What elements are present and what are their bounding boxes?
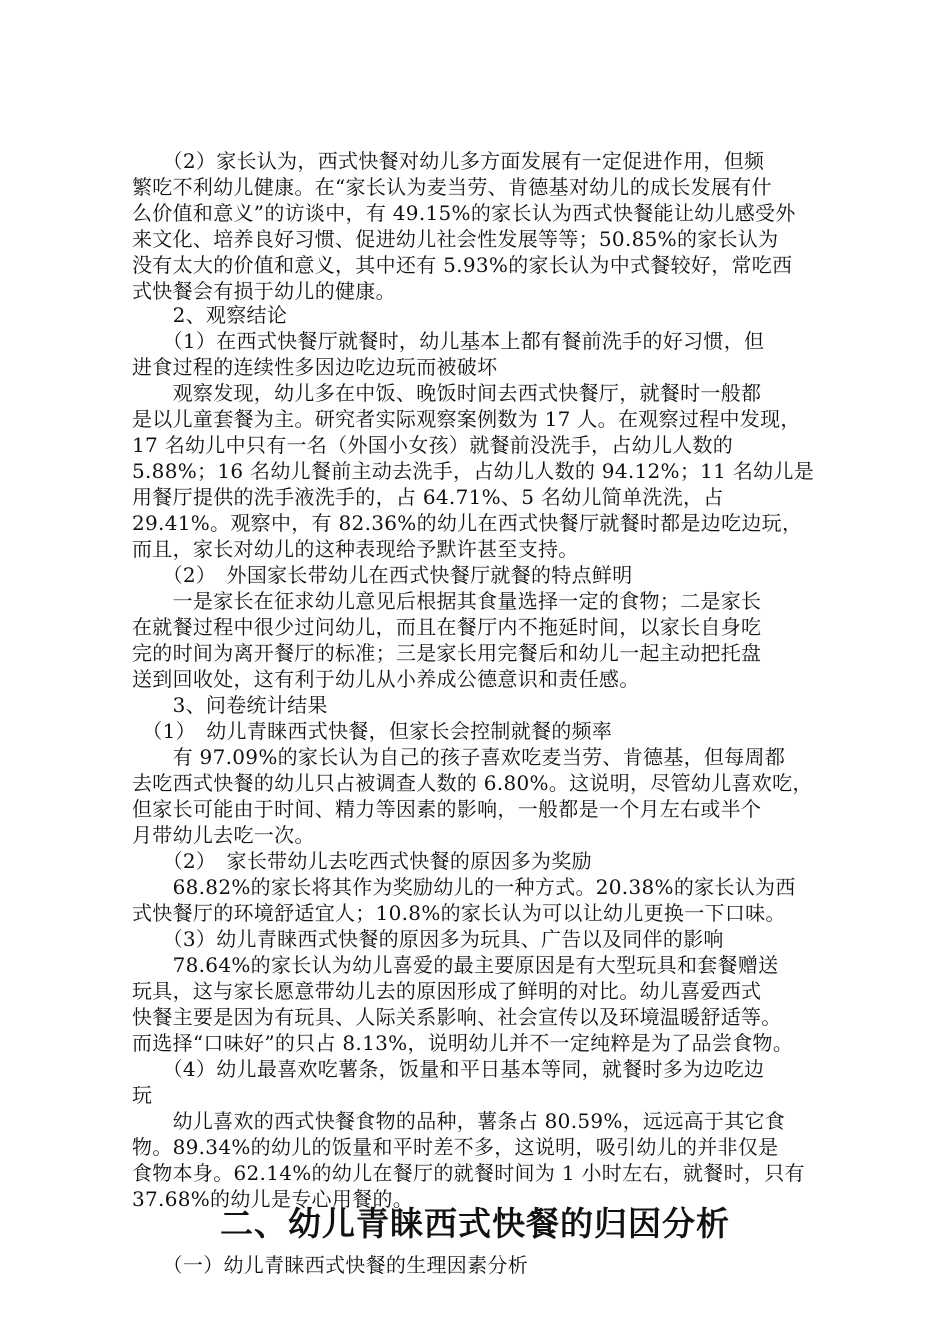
paragraph-line: 观察发现，幼儿多在中饭、晚饭时间去西式快餐厅，就餐时一般都 — [132, 381, 762, 405]
subsection-heading: （一）幼儿青睐西式快餐的生理因素分析 — [132, 1253, 528, 1277]
paragraph-line: 而选择“口味好”的只占 8.13%，说明幼儿并不一定纯粹是为了品尝食物。 — [132, 1031, 794, 1055]
chapter-title: 二、幼儿青睐西式快餐的归因分析 — [220, 1204, 730, 1243]
subsection-heading: （2） 家长带幼儿去吃西式快餐的原因多为奖励 — [132, 849, 592, 873]
paragraph-line: 式快餐会有损于幼儿的健康。 — [132, 279, 396, 303]
paragraph-line: 月带幼儿去吃一次。 — [132, 823, 315, 847]
subsection-heading: （4）幼儿最喜欢吃薯条，饭量和平日基本等同，就餐时多为边吃边 — [132, 1057, 765, 1081]
subsection-heading: 进食过程的连续性多因边吃边玩而被破坏 — [132, 355, 498, 379]
paragraph-line: 一是家长在征求幼儿意见后根据其食量选择一定的食物；二是家长 — [132, 589, 762, 613]
paragraph-line: 68.82%的家长将其作为奖励幼儿的一种方式。20.38%的家长认为西 — [132, 875, 796, 899]
paragraph-line: 而且，家长对幼儿的这种表现给予默许甚至支持。 — [132, 537, 579, 561]
subsection-heading: （1） 幼儿青睐西式快餐，但家长会控制就餐的频率 — [132, 719, 613, 743]
paragraph-line: 完的时间为离开餐厅的标准；三是家长用完餐后和幼儿一起主动把托盘 — [132, 641, 762, 665]
paragraph-line: 用餐厅提供的洗手液洗手的，占 64.71%、5 名幼儿简单洗洗，占 — [132, 485, 724, 509]
paragraph-line: 5.88%；16 名幼儿餐前主动去洗手，占幼儿人数的 94.12%；11 名幼儿是 — [132, 459, 815, 483]
subsection-heading: （2） 外国家长带幼儿在西式快餐厅就餐的特点鲜明 — [132, 563, 633, 587]
paragraph-line: 送到回收处，这有利于幼儿从小养成公德意识和责任感。 — [132, 667, 640, 691]
paragraph-line: 是以儿童套餐为主。研究者实际观察案例数为 17 人。在观察过程中发现， — [132, 407, 801, 431]
paragraph-line: 繁吃不利幼儿健康。在“家长认为麦当劳、肯德基对幼儿的成长发展有什 — [132, 175, 772, 199]
paragraph-line: 去吃西式快餐的幼儿只占被调查人数的 6.80%。这说明，尽管幼儿喜欢吃， — [132, 771, 813, 795]
paragraph-line: 来文化、培养良好习惯、促进幼儿社会性发展等等；50.85%的家长认为 — [132, 227, 779, 251]
paragraph-line: 快餐主要是因为有玩具、人际关系影响、社会宣传以及环境温暖舒适等。 — [132, 1005, 782, 1029]
paragraph-line: 幼儿喜欢的西式快餐食物的品种，薯条占 80.59%，远远高于其它食 — [132, 1109, 786, 1133]
paragraph-line: 物。89.34%的幼儿的饭量和平时差不多，这说明，吸引幼儿的并非仅是 — [132, 1135, 779, 1159]
paragraph-line: 17 名幼儿中只有一名（外国小女孩）就餐前没洗手，占幼儿人数的 — [132, 433, 734, 457]
paragraph-line: 29.41%。观察中，有 82.36%的幼儿在西式快餐厅就餐时都是边吃边玩， — [132, 511, 803, 535]
paragraph-line: 食物本身。62.14%的幼儿在餐厅的就餐时间为 1 小时左右，就餐时，只有 — [132, 1161, 805, 1185]
paragraph-line: 玩具，这与家长愿意带幼儿去的原因形成了鲜明的对比。幼儿喜爱西式 — [132, 979, 762, 1003]
section-heading: 3、问卷统计结果 — [132, 693, 328, 717]
paragraph-line: 式快餐厅的环境舒适宜人；10.8%的家长认为可以让幼儿更换一下口味。 — [132, 901, 786, 925]
paragraph-line: 78.64%的家长认为幼儿喜爱的最主要原因是有大型玩具和套餐赠送 — [132, 953, 779, 977]
subsection-heading: （1）在西式快餐厅就餐时，幼儿基本上都有餐前洗手的好习惯，但 — [132, 329, 765, 353]
paragraph-line: 么价值和意义”的访谈中，有 49.15%的家长认为西式快餐能让幼儿感受外 — [132, 201, 796, 225]
paragraph-line: 没有太大的价值和意义，其中还有 5.93%的家长认为中式餐较好，常吃西 — [132, 253, 793, 277]
subsection-heading: 玩 — [132, 1083, 153, 1107]
subsection-heading: （3）幼儿青睐西式快餐的原因多为玩具、广告以及同伴的影响 — [132, 927, 724, 951]
paragraph-line: 在就餐过程中很少过问幼儿，而且在餐厅内不拖延时间，以家长自身吃 — [132, 615, 762, 639]
paragraph-line: 有 97.09%的家长认为自己的孩子喜欢吃麦当劳、肯德基，但每周都 — [132, 745, 786, 769]
section-heading: 2、观察结论 — [132, 303, 288, 327]
paragraph-line: 37.68%的幼儿是专心用餐的。 — [132, 1187, 414, 1211]
paragraph-line: 但家长可能由于时间、精力等因素的影响，一般都是一个月左右或半个 — [132, 797, 762, 821]
paragraph-line: （2）家长认为，西式快餐对幼儿多方面发展有一定促进作用，但频 — [132, 149, 765, 173]
